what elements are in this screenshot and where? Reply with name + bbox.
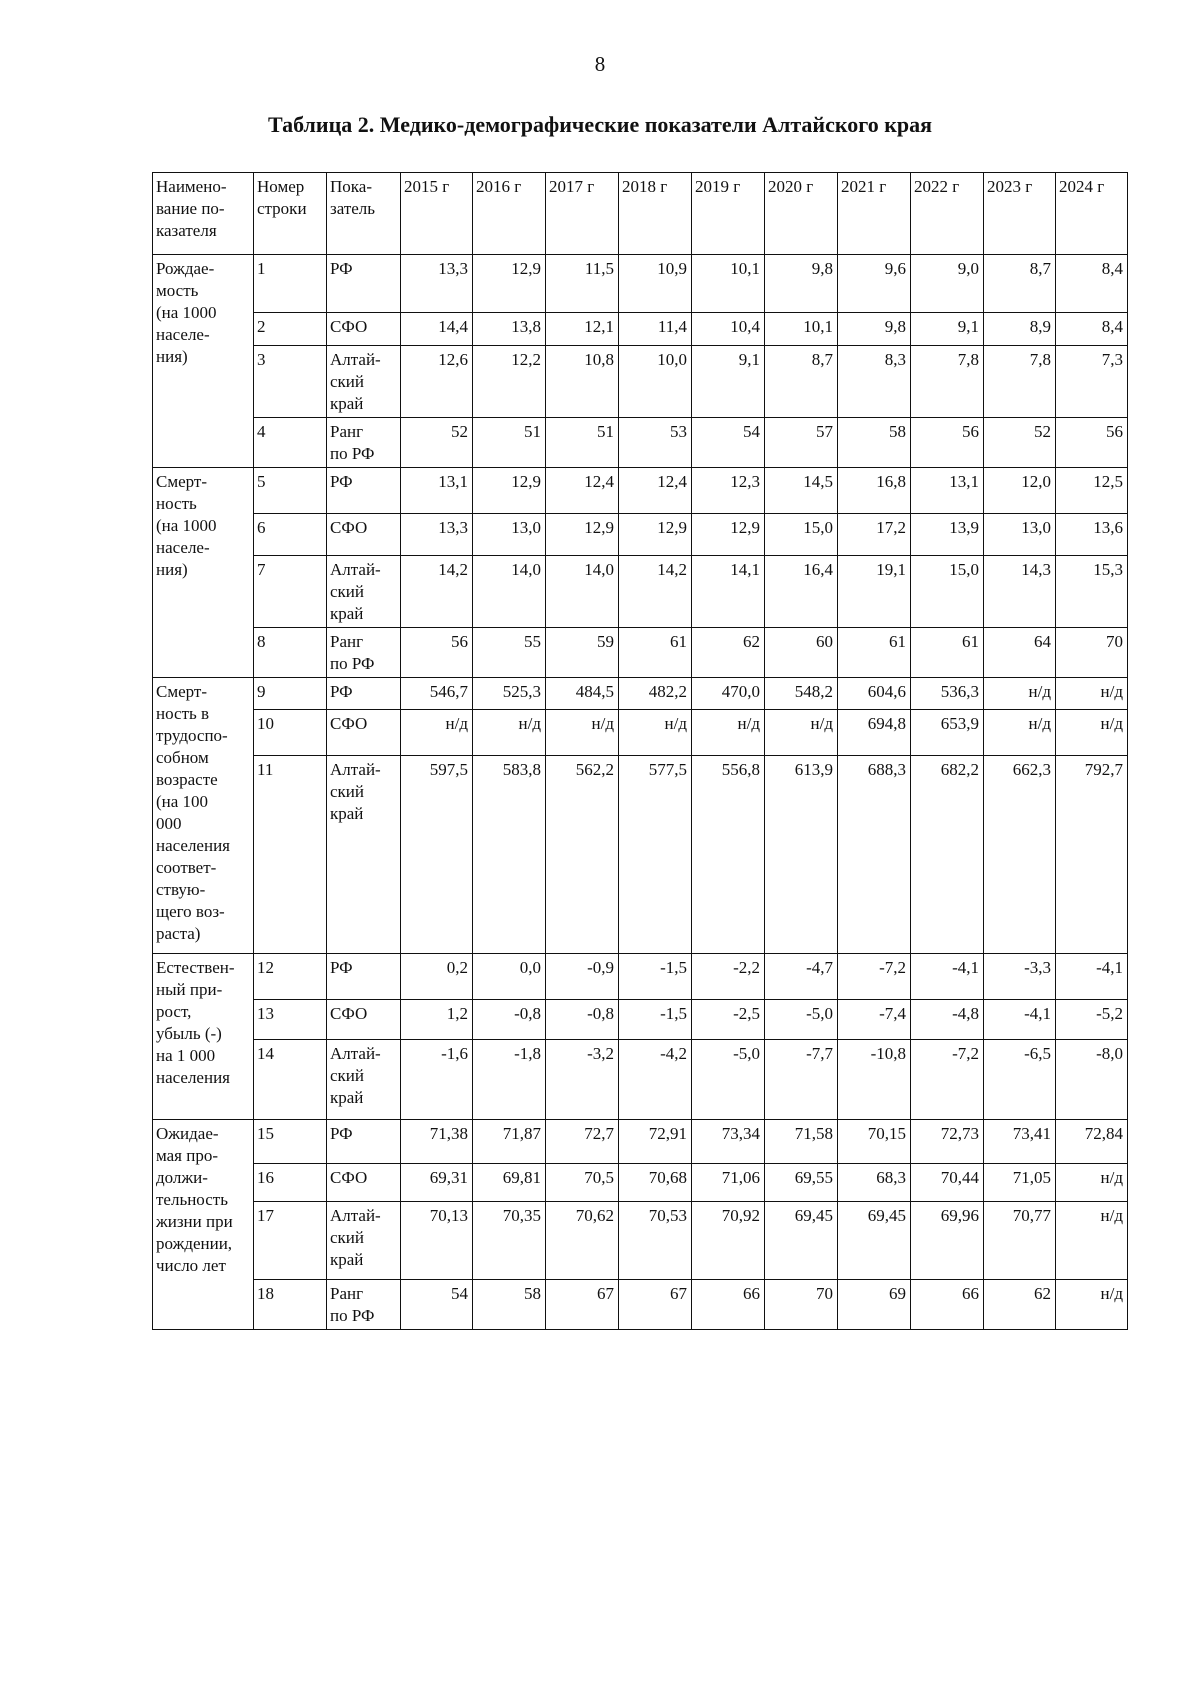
indicator-label: СФО (327, 514, 401, 556)
value-cell: -7,7 (765, 1040, 838, 1120)
value-cell: -4,1 (911, 954, 984, 1000)
value-cell: 470,0 (692, 678, 765, 710)
value-cell: 17,2 (838, 514, 911, 556)
value-cell: н/д (692, 710, 765, 756)
value-cell: -2,5 (692, 1000, 765, 1040)
value-cell: 11,4 (619, 313, 692, 346)
value-cell: 70,62 (546, 1202, 619, 1280)
value-cell: н/д (984, 678, 1056, 710)
value-cell: -7,2 (838, 954, 911, 1000)
value-cell: 13,1 (401, 468, 473, 514)
value-cell: 0,2 (401, 954, 473, 1000)
value-cell: -0,8 (473, 1000, 546, 1040)
value-cell: 60 (765, 628, 838, 678)
value-cell: 8,9 (984, 313, 1056, 346)
column-header: 2024 г (1056, 173, 1128, 255)
column-header: 2019 г (692, 173, 765, 255)
table-title: Таблица 2. Медико-демографические показатели Алтайского края (267, 112, 933, 137)
column-header: 2022 г (911, 173, 984, 255)
value-cell: -5,0 (692, 1040, 765, 1120)
row-number: 15 (254, 1120, 327, 1164)
value-cell: 682,2 (911, 756, 984, 954)
value-cell: 12,4 (546, 468, 619, 514)
indicator-label: РФ (327, 1120, 401, 1164)
row-number: 2 (254, 313, 327, 346)
row-number: 9 (254, 678, 327, 710)
value-cell: 7,3 (1056, 346, 1128, 418)
row-number: 10 (254, 710, 327, 756)
value-cell: 548,2 (765, 678, 838, 710)
value-cell: 14,2 (619, 556, 692, 628)
indicator-label: РФ (327, 255, 401, 313)
value-cell: 70,92 (692, 1202, 765, 1280)
value-cell: 13,8 (473, 313, 546, 346)
value-cell: 71,38 (401, 1120, 473, 1164)
value-cell: 9,1 (692, 346, 765, 418)
value-cell: 69,45 (765, 1202, 838, 1280)
value-cell: 69,55 (765, 1164, 838, 1202)
value-cell: 8,7 (984, 255, 1056, 313)
table-row (153, 756, 1128, 954)
value-cell: 19,1 (838, 556, 911, 628)
indicator-group-name: Рождае- мость (на 1000 населе- ния) (153, 255, 254, 468)
value-cell: 73,41 (984, 1120, 1056, 1164)
value-cell: 12,9 (473, 255, 546, 313)
value-cell: 73,34 (692, 1120, 765, 1164)
value-cell: 662,3 (984, 756, 1056, 954)
value-cell: 12,9 (473, 468, 546, 514)
value-cell: 15,3 (1056, 556, 1128, 628)
indicator-label: Ранг по РФ (327, 418, 401, 468)
indicator-group-name: Смерт- ность в трудоспо- собном возрасте (на 100 000 населения соответ- ствую- щего воз- раста) (153, 678, 254, 954)
value-cell: 52 (401, 418, 473, 468)
value-cell: 61 (911, 628, 984, 678)
value-cell: -4,1 (984, 1000, 1056, 1040)
value-cell: 613,9 (765, 756, 838, 954)
row-number: 1 (254, 255, 327, 313)
value-cell: 70,44 (911, 1164, 984, 1202)
table-row (153, 954, 1128, 1000)
row-number: 6 (254, 514, 327, 556)
value-cell: 10,1 (765, 313, 838, 346)
value-cell: н/д (765, 710, 838, 756)
value-cell: 546,7 (401, 678, 473, 710)
value-cell: 70,13 (401, 1202, 473, 1280)
value-cell: 12,1 (546, 313, 619, 346)
value-cell: 14,0 (546, 556, 619, 628)
row-number: 14 (254, 1040, 327, 1120)
indicator-group-name: Естествен- ный при- рост, убыль (-) на 1 000 населения (153, 954, 254, 1120)
value-cell: 536,3 (911, 678, 984, 710)
value-cell: 69,31 (401, 1164, 473, 1202)
row-number: 11 (254, 756, 327, 954)
indicator-label: РФ (327, 954, 401, 1000)
value-cell: 51 (473, 418, 546, 468)
table-row (153, 1202, 1128, 1280)
value-cell: -1,8 (473, 1040, 546, 1120)
value-cell: 70,53 (619, 1202, 692, 1280)
value-cell: 0,0 (473, 954, 546, 1000)
value-cell: 12,4 (619, 468, 692, 514)
table-row (153, 1040, 1128, 1120)
value-cell: 9,1 (911, 313, 984, 346)
value-cell: 58 (473, 1280, 546, 1330)
value-cell: 604,6 (838, 678, 911, 710)
value-cell: 14,1 (692, 556, 765, 628)
table-row (153, 1280, 1128, 1330)
table-row (153, 346, 1128, 418)
value-cell: 56 (401, 628, 473, 678)
value-cell: 64 (984, 628, 1056, 678)
value-cell: 562,2 (546, 756, 619, 954)
header-row (153, 173, 1128, 255)
value-cell: 66 (911, 1280, 984, 1330)
value-cell: -3,3 (984, 954, 1056, 1000)
value-cell: 694,8 (838, 710, 911, 756)
value-cell: 14,2 (401, 556, 473, 628)
value-cell: 653,9 (911, 710, 984, 756)
table-row (153, 678, 1128, 710)
indicator-label: Алтай- ский край (327, 756, 401, 954)
value-cell: 70,77 (984, 1202, 1056, 1280)
value-cell: 71,87 (473, 1120, 546, 1164)
value-cell: 72,73 (911, 1120, 984, 1164)
value-cell: 57 (765, 418, 838, 468)
value-cell: 16,4 (765, 556, 838, 628)
value-cell: 688,3 (838, 756, 911, 954)
value-cell: н/д (401, 710, 473, 756)
table-row (153, 1000, 1128, 1040)
row-number: 5 (254, 468, 327, 514)
value-cell: 69,45 (838, 1202, 911, 1280)
value-cell: 16,8 (838, 468, 911, 514)
value-cell: 14,3 (984, 556, 1056, 628)
value-cell: 62 (984, 1280, 1056, 1330)
row-number: 17 (254, 1202, 327, 1280)
indicator-group-name: Ожидае- мая про- должи- тельность жизни при рождении, число лет (153, 1120, 254, 1330)
value-cell: н/д (1056, 1280, 1128, 1330)
value-cell: н/д (1056, 1202, 1128, 1280)
value-cell: 525,3 (473, 678, 546, 710)
value-cell: 72,7 (546, 1120, 619, 1164)
value-cell: 13,1 (911, 468, 984, 514)
column-header: Наимено- вание по- казателя (153, 173, 254, 255)
value-cell: 71,06 (692, 1164, 765, 1202)
row-number: 18 (254, 1280, 327, 1330)
value-cell: 55 (473, 628, 546, 678)
value-cell: 70,35 (473, 1202, 546, 1280)
value-cell: 12,5 (1056, 468, 1128, 514)
indicator-label: СФО (327, 1164, 401, 1202)
table-row (153, 255, 1128, 313)
value-cell: -3,2 (546, 1040, 619, 1120)
value-cell: 13,9 (911, 514, 984, 556)
value-cell: 12,3 (692, 468, 765, 514)
value-cell: -0,8 (546, 1000, 619, 1040)
row-number: 8 (254, 628, 327, 678)
value-cell: -1,5 (619, 1000, 692, 1040)
indicator-label: СФО (327, 313, 401, 346)
value-cell: -1,5 (619, 954, 692, 1000)
value-cell: н/д (546, 710, 619, 756)
table-row (153, 1164, 1128, 1202)
value-cell: 10,0 (619, 346, 692, 418)
value-cell: 70,5 (546, 1164, 619, 1202)
value-cell: 70 (765, 1280, 838, 1330)
value-cell: -6,5 (984, 1040, 1056, 1120)
indicator-label: СФО (327, 710, 401, 756)
value-cell: 597,5 (401, 756, 473, 954)
indicator-label: Алтай- ский край (327, 346, 401, 418)
row-number: 3 (254, 346, 327, 418)
value-cell: 15,0 (911, 556, 984, 628)
value-cell: 54 (401, 1280, 473, 1330)
table-row (153, 1120, 1128, 1164)
indicator-group-name: Смерт- ность (на 1000 населе- ния) (153, 468, 254, 678)
value-cell: 59 (546, 628, 619, 678)
value-cell: 12,2 (473, 346, 546, 418)
value-cell: -1,6 (401, 1040, 473, 1120)
value-cell: 7,8 (984, 346, 1056, 418)
value-cell: -8,0 (1056, 1040, 1128, 1120)
value-cell: 72,84 (1056, 1120, 1128, 1164)
value-cell: 70,68 (619, 1164, 692, 1202)
indicator-label: Ранг по РФ (327, 628, 401, 678)
value-cell: н/д (1056, 678, 1128, 710)
demographics-table (152, 172, 1128, 1330)
value-cell: 71,05 (984, 1164, 1056, 1202)
row-number: 12 (254, 954, 327, 1000)
value-cell: 8,4 (1056, 313, 1128, 346)
value-cell: 52 (984, 418, 1056, 468)
value-cell: 67 (619, 1280, 692, 1330)
value-cell: 8,7 (765, 346, 838, 418)
row-number: 7 (254, 556, 327, 628)
value-cell: 9,6 (838, 255, 911, 313)
row-number: 13 (254, 1000, 327, 1040)
value-cell: -7,4 (838, 1000, 911, 1040)
table-row (153, 628, 1128, 678)
table-row (153, 313, 1128, 346)
column-header: 2020 г (765, 173, 838, 255)
indicator-label: Алтай- ский край (327, 1202, 401, 1280)
table-row (153, 556, 1128, 628)
value-cell: н/д (1056, 710, 1128, 756)
column-header: 2015 г (401, 173, 473, 255)
column-header: 2023 г (984, 173, 1056, 255)
column-header: 2021 г (838, 173, 911, 255)
value-cell: н/д (984, 710, 1056, 756)
value-cell: 14,0 (473, 556, 546, 628)
table-row (153, 468, 1128, 514)
value-cell: 12,9 (692, 514, 765, 556)
value-cell: -4,1 (1056, 954, 1128, 1000)
value-cell: 54 (692, 418, 765, 468)
value-cell: -4,8 (911, 1000, 984, 1040)
value-cell: 10,8 (546, 346, 619, 418)
value-cell: 56 (1056, 418, 1128, 468)
column-header: 2017 г (546, 173, 619, 255)
value-cell: 8,3 (838, 346, 911, 418)
value-cell: 9,8 (838, 313, 911, 346)
value-cell: 71,58 (765, 1120, 838, 1164)
indicator-label: Алтай- ский край (327, 1040, 401, 1120)
indicator-label: СФО (327, 1000, 401, 1040)
value-cell: 12,6 (401, 346, 473, 418)
column-header: Номер строки (254, 173, 327, 255)
value-cell: -2,2 (692, 954, 765, 1000)
value-cell: -10,8 (838, 1040, 911, 1120)
value-cell: 8,4 (1056, 255, 1128, 313)
value-cell: 13,3 (401, 255, 473, 313)
value-cell: н/д (1056, 1164, 1128, 1202)
value-cell: н/д (473, 710, 546, 756)
page-number: 8 (594, 52, 606, 76)
value-cell: 12,0 (984, 468, 1056, 514)
value-cell: 62 (692, 628, 765, 678)
value-cell: 13,0 (984, 514, 1056, 556)
column-header: 2016 г (473, 173, 546, 255)
column-header: 2018 г (619, 173, 692, 255)
value-cell: 56 (911, 418, 984, 468)
value-cell: 10,9 (619, 255, 692, 313)
value-cell: -5,2 (1056, 1000, 1128, 1040)
value-cell: 12,9 (619, 514, 692, 556)
value-cell: 69 (838, 1280, 911, 1330)
value-cell: -4,7 (765, 954, 838, 1000)
value-cell: 70,15 (838, 1120, 911, 1164)
value-cell: 13,6 (1056, 514, 1128, 556)
value-cell: 556,8 (692, 756, 765, 954)
value-cell: 10,4 (692, 313, 765, 346)
indicator-label: Ранг по РФ (327, 1280, 401, 1330)
value-cell: 69,81 (473, 1164, 546, 1202)
table-row (153, 418, 1128, 468)
value-cell: -0,9 (546, 954, 619, 1000)
value-cell: 12,9 (546, 514, 619, 556)
value-cell: 61 (619, 628, 692, 678)
column-header: Пока- затель (327, 173, 401, 255)
value-cell: 69,96 (911, 1202, 984, 1280)
value-cell: 9,0 (911, 255, 984, 313)
value-cell: 11,5 (546, 255, 619, 313)
indicator-label: РФ (327, 468, 401, 514)
value-cell: 61 (838, 628, 911, 678)
value-cell: 9,8 (765, 255, 838, 313)
value-cell: 10,1 (692, 255, 765, 313)
value-cell: 68,3 (838, 1164, 911, 1202)
value-cell: 13,0 (473, 514, 546, 556)
value-cell: 58 (838, 418, 911, 468)
value-cell: 792,7 (1056, 756, 1128, 954)
value-cell: -5,0 (765, 1000, 838, 1040)
value-cell: 7,8 (911, 346, 984, 418)
row-number: 4 (254, 418, 327, 468)
indicator-label: Алтай- ский край (327, 556, 401, 628)
value-cell: 13,3 (401, 514, 473, 556)
value-cell: 66 (692, 1280, 765, 1330)
value-cell: 15,0 (765, 514, 838, 556)
value-cell: 53 (619, 418, 692, 468)
value-cell: 14,5 (765, 468, 838, 514)
table-row (153, 710, 1128, 756)
value-cell: 482,2 (619, 678, 692, 710)
value-cell: -4,2 (619, 1040, 692, 1120)
value-cell: 70 (1056, 628, 1128, 678)
value-cell: 72,91 (619, 1120, 692, 1164)
value-cell: 14,4 (401, 313, 473, 346)
value-cell: 67 (546, 1280, 619, 1330)
value-cell: 484,5 (546, 678, 619, 710)
value-cell: 51 (546, 418, 619, 468)
indicator-label: РФ (327, 678, 401, 710)
value-cell: н/д (619, 710, 692, 756)
value-cell: 577,5 (619, 756, 692, 954)
value-cell: -7,2 (911, 1040, 984, 1120)
table-row (153, 514, 1128, 556)
value-cell: 1,2 (401, 1000, 473, 1040)
value-cell: 583,8 (473, 756, 546, 954)
row-number: 16 (254, 1164, 327, 1202)
